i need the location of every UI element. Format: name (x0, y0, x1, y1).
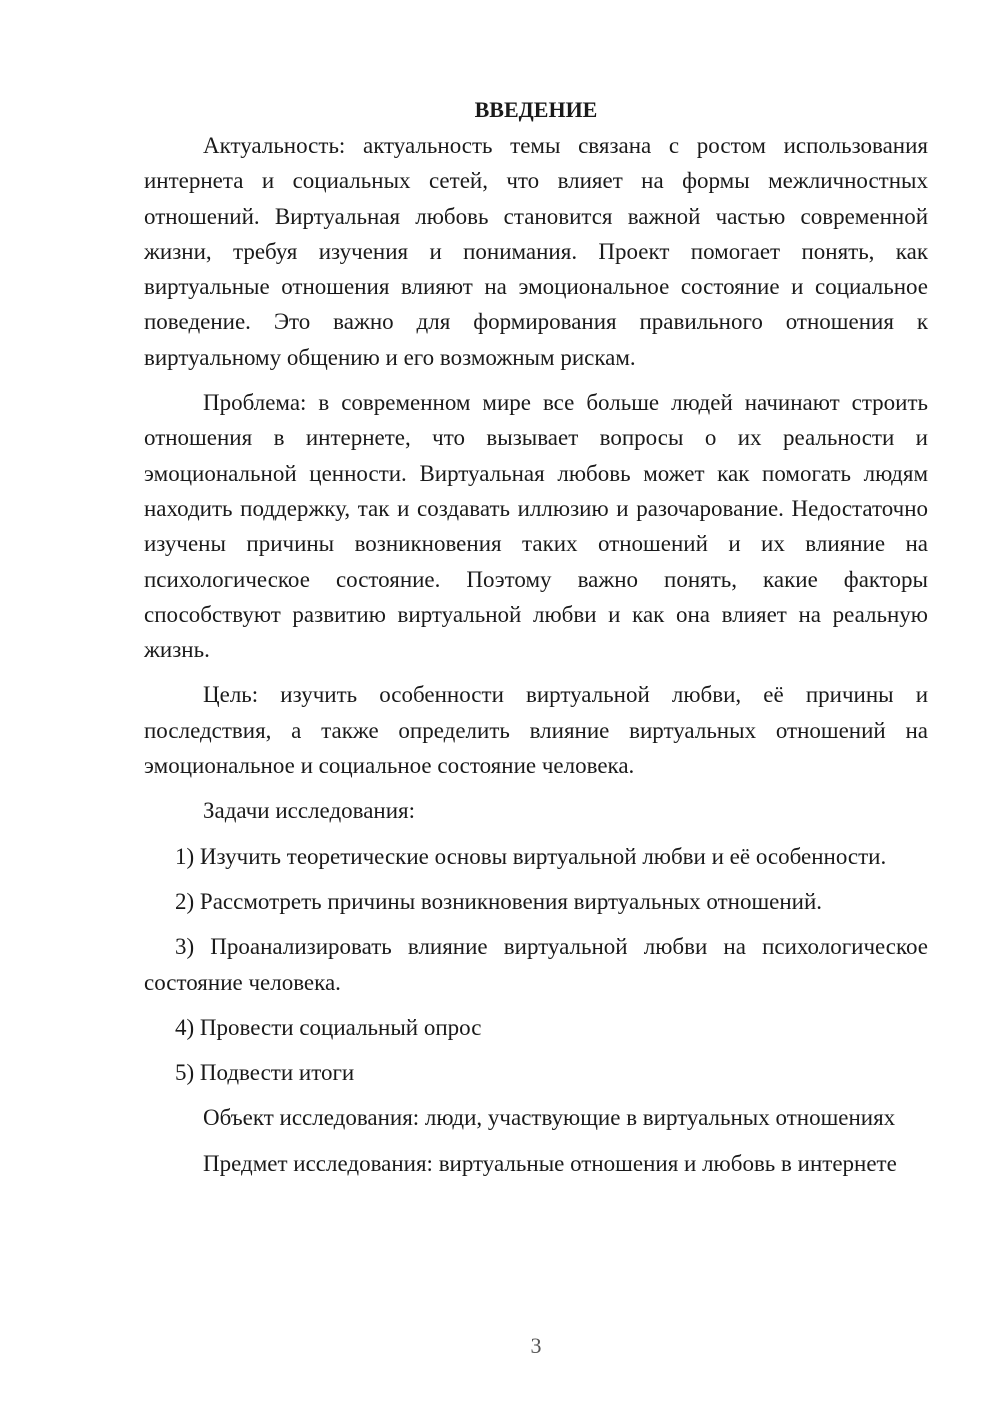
goal-paragraph: Цель: изучить особенности виртуальной любви, её причины и последствия, а также определить влияние виртуальных отношений на эмоциональное и социальное состояние человека. (144, 682, 928, 779)
task-item: 3) Проанализировать влияние виртуальной любви на психологическое состояние человека. (144, 934, 928, 995)
tasks-list (144, 839, 928, 1091)
problem-paragraph: Проблема: в современном мире все больше людей начинают строить отношения в интернете, что вызывает вопросы о их реальности и эмоциональной ценности. Виртуальная любовь может как помогать людям находить поддержку, так и создавать иллюзию и разочарование. Недостаточно изучены причины возникновения таких отношений и их влияние на психологическое состояние. Поэтому важно понять, какие факторы способствуют развитию виртуальной любви и как она влияет на реальную жизнь. (144, 390, 928, 663)
task-item: 1) Изучить теоретические основы виртуальной любви и её особенности. (175, 843, 887, 869)
page-content (144, 92, 928, 1191)
section-heading: ВВЕДЕНИЕ (474, 97, 598, 122)
tasks-title: Задачи исследования: (203, 798, 416, 824)
task-item: 4) Провести социальный опрос (175, 1014, 482, 1040)
page-number: 3 (530, 1333, 542, 1358)
task-item: 2) Рассмотреть причины возникновения виртуальных отношений. (175, 888, 823, 914)
task-item: 5) Подвести итоги (175, 1060, 355, 1086)
relevance-paragraph: Актуальность: актуальность темы связана с ростом использования интернета и социальных сетей, что влияет на формы межличностных отношений. Виртуальная любовь становится важной частью современной жизни, требуя изучения и понимания. Проект помогает понять, как виртуальные отношения влияют на эмоциональное состояние и социальное поведение. Это важно для формирования правильного отношения к виртуальному общению и его возможным рискам. (144, 133, 928, 370)
subject-paragraph: Предмет исследования: виртуальные отношения и любовь в интернете (203, 1150, 897, 1176)
object-paragraph: Объект исследования: люди, участвующие в виртуальных отношениях (203, 1105, 896, 1131)
